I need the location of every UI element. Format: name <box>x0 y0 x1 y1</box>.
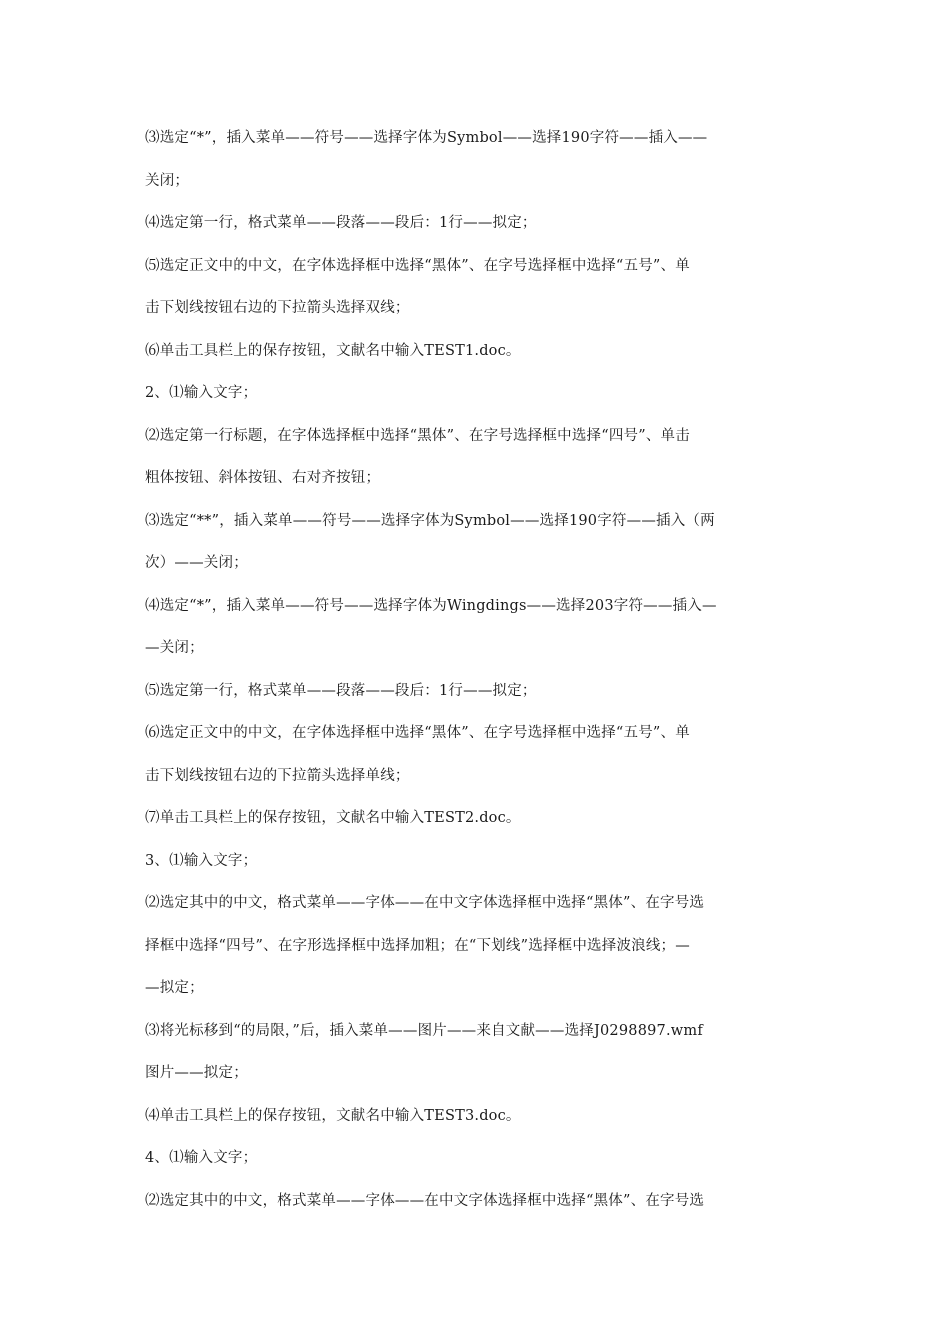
text-line: ⑸选定正文中的中文，在字体选择框中选择“黑体”、在字号选择框中选择“五号”、单 <box>145 257 690 274</box>
text-line: ⑵选定第一行标题，在字体选择框中选择“黑体”、在字号选择框中选择“四号”、单击 <box>145 427 690 444</box>
text-line: 择框中选择“四号”、在字形选择框中选择加粗；在“下划线”选择框中选择波浪线；— <box>145 937 690 954</box>
text-line: ⑵选定其中的中文，格式菜单——字体——在中文字体选择框中选择“黑体”、在字号选 <box>145 895 705 911</box>
text-line: 3、⑴输入文字； <box>145 852 258 869</box>
document-body <box>145 117 810 1222</box>
text-line: ⑶将光标移到“的局限，”后，插入菜单——图片——来自文献——选择J0298897.wmf <box>145 1022 703 1039</box>
text-line: ⑷单击工具栏上的保存按钮，文献名中输入TEST3.doc。 <box>145 1107 521 1124</box>
text-line: 次）——关闭； <box>145 555 248 571</box>
text-line: ⑷选定第一行，格式菜单——段落——段后：1行——拟定； <box>145 215 537 231</box>
text-line: ⑶选定“*”，插入菜单——符号——选择字体为Symbol——选择190字符——插入—— <box>145 130 708 146</box>
text-line: 粗体按钮、斜体按钮、右对齐按钮； <box>145 470 381 486</box>
text-line: 击下划线按钮右边的下拉箭头选择单线； <box>145 767 410 784</box>
text-line: ⑸选定第一行，格式菜单——段落——段后：1行——拟定； <box>145 682 537 699</box>
text-line: 击下划线按钮右边的下拉箭头选择双线； <box>145 300 410 316</box>
text-line: ⑹选定正文中的中文，在字体选择框中选择“黑体”、在字号选择框中选择“五号”、单 <box>145 725 690 741</box>
text-line: 图片——拟定； <box>145 1065 248 1081</box>
text-line: —关闭； <box>145 640 204 656</box>
text-line: ⑶选定“**”，插入菜单——符号——选择字体为Symbol——选择190字符——插入（两 <box>145 512 715 529</box>
text-line: ⑵选定其中的中文，格式菜单——字体——在中文字体选择框中选择“黑体”、在字号选 <box>145 1192 705 1209</box>
text-line: ⑹单击工具栏上的保存按钮，文献名中输入TEST1.doc。 <box>145 342 521 359</box>
text-line: —拟定； <box>145 980 204 996</box>
text-line: 关闭； <box>145 172 190 189</box>
text-line: 2、⑴输入文字； <box>145 385 258 401</box>
text-line: ⑺单击工具栏上的保存按钮，文献名中输入TEST2.doc。 <box>145 810 521 826</box>
text-line: 4、⑴输入文字； <box>145 1150 258 1166</box>
text-line: ⑷选定“*”，插入菜单——符号——选择字体为Wingdings——选择203字符——插入— <box>145 597 717 614</box>
